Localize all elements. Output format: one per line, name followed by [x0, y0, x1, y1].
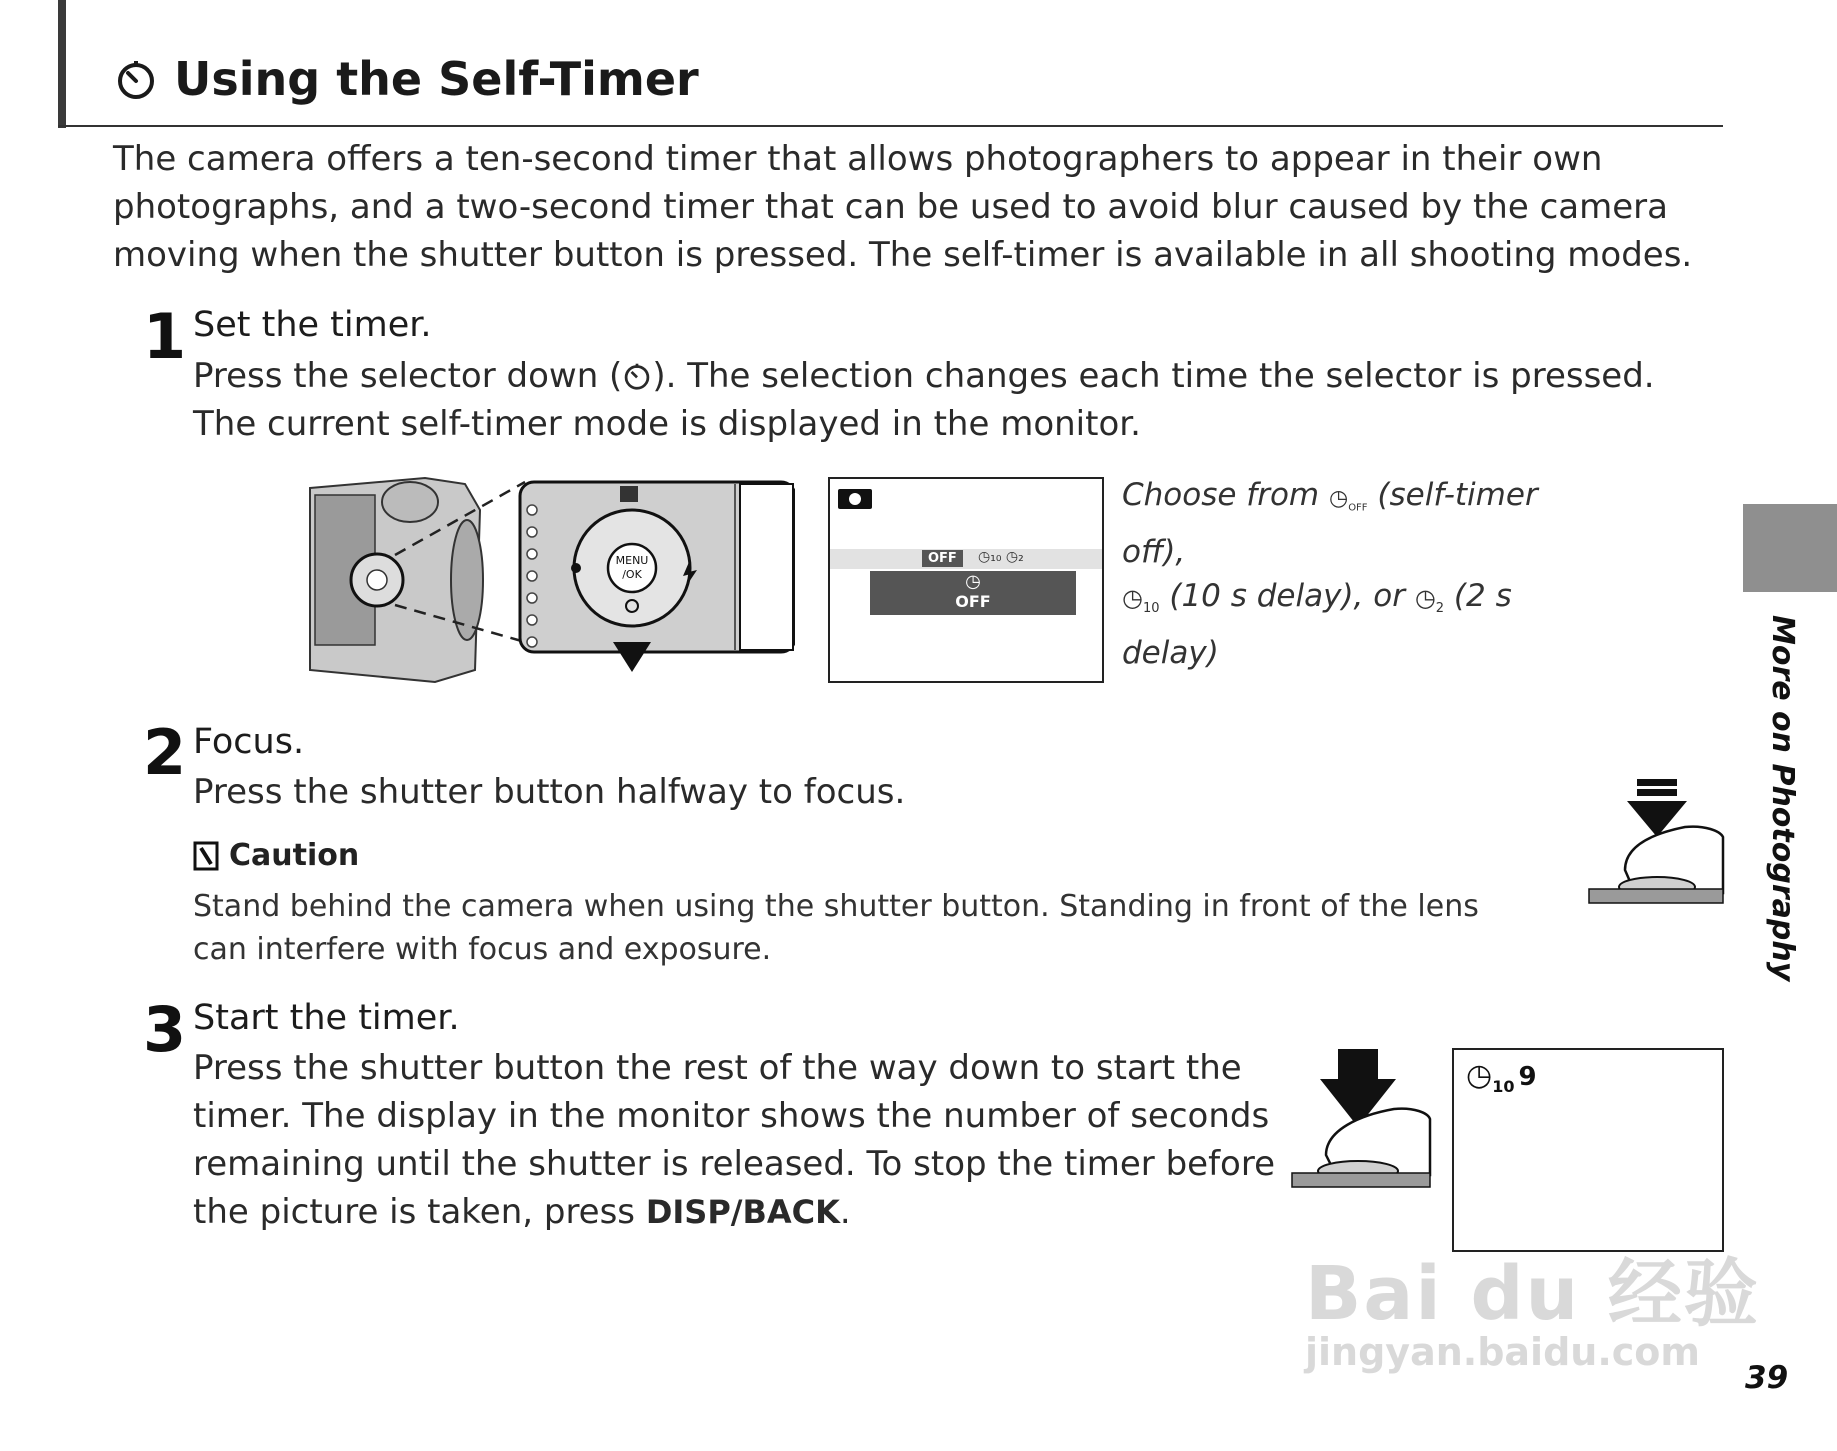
step-2-heading: Focus.	[193, 722, 305, 762]
caption-1a: Choose from	[1122, 477, 1329, 513]
disp-back-key: DISP/BACK	[645, 1193, 840, 1231]
step-3-body-end: .	[839, 1192, 851, 1232]
caption-2a: (10 s delay), or	[1159, 578, 1415, 615]
caption-line-2	[1122, 574, 1562, 675]
self-timer-option-strip	[830, 549, 1102, 569]
selector-ok-label: /OK	[622, 568, 642, 581]
step-2-body: Press the shutter button halfway to focus.	[193, 772, 906, 812]
step-2-number: 2	[143, 716, 185, 789]
figure-caption	[1122, 473, 1562, 675]
step-3-heading: Start the timer.	[193, 998, 460, 1038]
two-label: 2	[1435, 601, 1445, 617]
selector-menu-label: MENU	[615, 554, 649, 567]
step-1-body-a: Press the selector down (	[193, 356, 623, 396]
countdown-value: 9	[1518, 1062, 1537, 1092]
ten-label: 10	[1142, 601, 1160, 617]
countdown-monitor	[1452, 1048, 1724, 1252]
shutter-full-press-illustration	[1290, 1045, 1440, 1200]
option-10s-icon: ◷₁₀ ◷₂	[978, 549, 1024, 565]
selected-timer-box	[870, 571, 1076, 615]
step-1-body-b: ). The selection changes each time the selector is pressed. The current self-timer mode is displayed in the monitor.	[193, 356, 1655, 444]
header-accent-bar	[58, 0, 66, 128]
header-rule	[58, 125, 1723, 127]
self-timer-off-label: OFF	[1348, 502, 1368, 514]
page-title-text: Using the Self-Timer	[174, 52, 699, 106]
self-timer-icon: ◷	[965, 571, 981, 592]
intro-paragraph: The camera offers a ten-second timer that allows photographers to appear in their own photographs, and a two-second timer that can be used to avoid blur caused by the camera moving when the shutter button is pressed. The self-timer is available in all shooting modes.	[113, 139, 1693, 275]
caption-1b: (self-timer off),	[1122, 477, 1538, 571]
caution-heading	[193, 838, 359, 873]
step-1-body	[193, 352, 1673, 448]
page-number: 39	[1745, 1360, 1789, 1396]
step-1-heading: Set the timer.	[193, 305, 432, 345]
selected-timer-label: OFF	[955, 592, 991, 611]
self-timer-2s-icon: $◷_2$	[1414, 584, 1445, 617]
watermark-url: jingyan.baidu.com	[1305, 1330, 1700, 1374]
camera-mode-icon	[838, 489, 872, 509]
monitor-display	[828, 477, 1104, 683]
section-label-text: More on Photography	[1765, 615, 1800, 982]
step-1-number: 1	[143, 300, 185, 373]
self-timer-off-icon: $◷_{OFF}$	[1328, 486, 1368, 514]
caution-icon	[193, 841, 219, 871]
step-3-body-main: Press the shutter button the rest of the way down to start the timer. The display in the monitor shows the number of seconds remaining until the shutter is released. To stop the timer before the picture is taken, press	[193, 1048, 1276, 1232]
caption-2b: (2 s delay)	[1122, 578, 1512, 672]
shutter-half-press-illustration	[1585, 775, 1725, 925]
section-label	[1760, 615, 1800, 982]
step-3-number: 3	[143, 993, 185, 1066]
caution-title: Caution	[229, 838, 360, 873]
section-tab	[1743, 504, 1837, 592]
watermark-brand: Bai du 经验	[1305, 1251, 1760, 1337]
option-off-highlight: OFF	[922, 550, 963, 567]
countdown-delay: 10	[1492, 1077, 1515, 1096]
self-timer-10s-icon: $◷_{10}$	[1122, 584, 1160, 617]
step-3-body	[193, 1044, 1283, 1236]
self-timer-icon	[114, 57, 158, 101]
page-title	[114, 52, 699, 106]
self-timer-10s-icon: ◷	[1466, 1058, 1493, 1093]
caption-line-1	[1122, 473, 1562, 574]
self-timer-icon	[622, 361, 652, 391]
countdown-readout	[1466, 1058, 1537, 1096]
caution-text: Stand behind the camera when using the shutter button. Standing in front of the lens can interfere with focus and exposure.	[193, 889, 1479, 967]
camera-selector-illustration	[305, 470, 795, 690]
